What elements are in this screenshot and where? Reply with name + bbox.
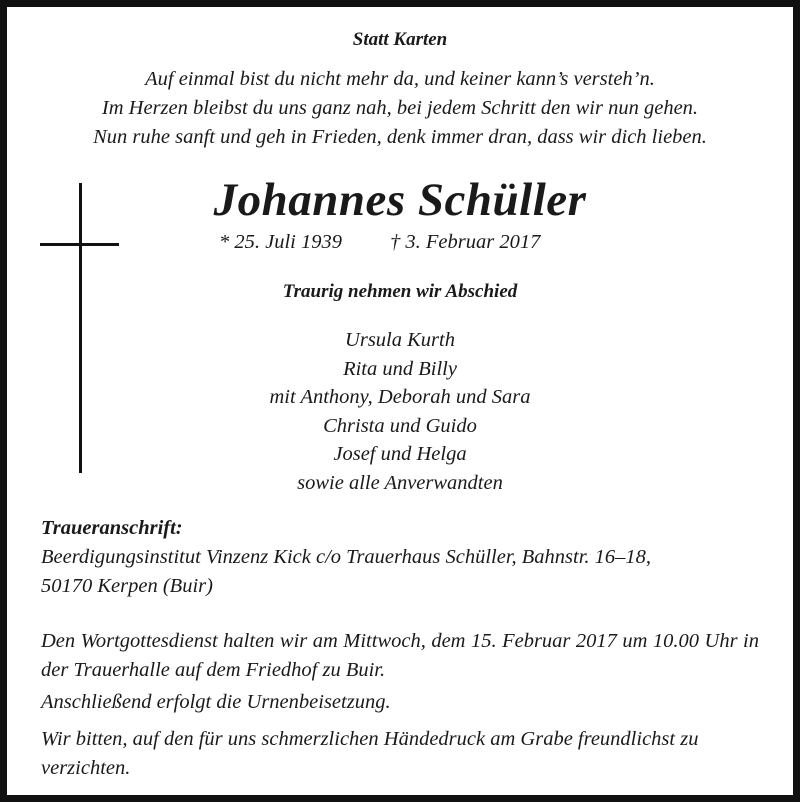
poem-line: Nun ruhe sanft und geh in Frieden, denk immer dran, dass wir dich lieben.: [93, 126, 707, 148]
mourner: sowie alle Anverwandten: [297, 471, 503, 494]
address-title: Traueranschrift:: [41, 517, 183, 539]
mourner: Josef und Helga: [333, 443, 467, 466]
address-line: Beerdigungsinstitut Vinzenz Kick c/o Trauerhaus Schüller, Bahnstr. 16–18,: [41, 546, 652, 568]
death-date: † 3. Februar 2017: [390, 231, 541, 253]
cross-icon-bar: [40, 243, 119, 246]
urn-info: Anschließend erfolgt die Urnenbeisetzung.: [41, 691, 391, 713]
deceased-name: Johannes Schüller: [213, 174, 587, 226]
poem: [7, 65, 793, 152]
service-info: Den Wortgottesdienst halten wir am Mittwoch, dem 15. Februar 2017 um 10.00 Uhr in der Trauerhalle auf dem Friedhof zu Buir.: [41, 630, 759, 681]
mourner: mit Anthony, Deborah und Sara: [269, 386, 531, 409]
mourner: Christa und Guido: [323, 414, 477, 437]
farewell-heading: Traurig nehmen wir Abschied: [282, 281, 518, 302]
address: [41, 543, 759, 600]
mourner: Rita und Billy: [343, 357, 457, 380]
address-line: 50170 Kerpen (Buir): [41, 574, 213, 597]
mourner: Ursula Kurth: [345, 329, 455, 351]
life-dates: [219, 231, 540, 254]
notice-header: Statt Karten: [352, 29, 448, 50]
poem-line: Im Herzen bleibst du uns ganz nah, bei jedem Schritt den wir nun gehen.: [101, 97, 699, 119]
condolence-request: Wir bitten, auf den für uns schmerzlichen Händedruck am Grabe freundlichst zu verzichten.: [41, 728, 699, 779]
birth-date: * 25. Juli 1939: [219, 231, 342, 253]
mourners-list: [7, 326, 793, 498]
poem-line: Auf einmal bist du nicht mehr da, und keiner kann’s versteh’n.: [145, 68, 655, 90]
